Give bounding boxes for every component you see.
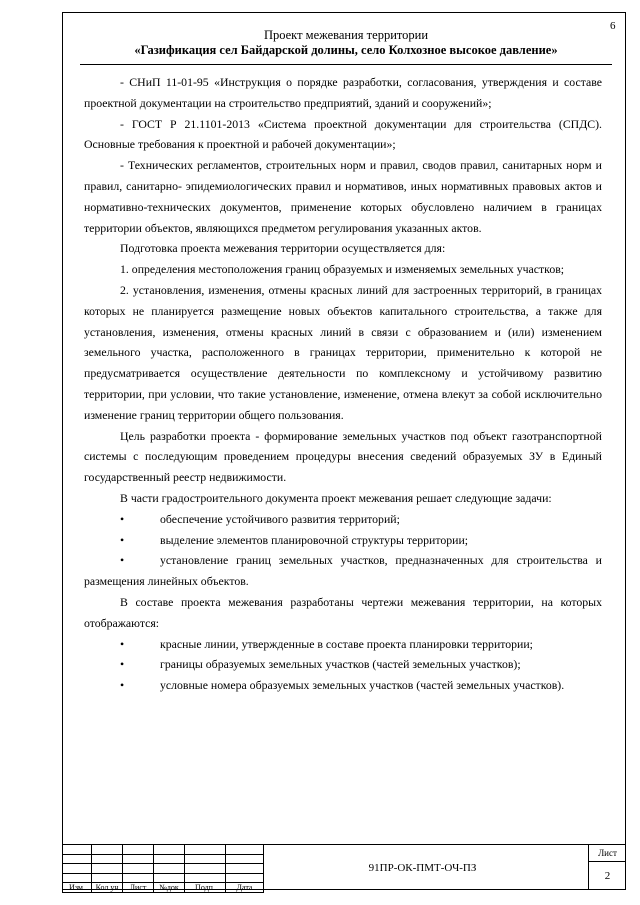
stamp-cell <box>123 873 154 883</box>
bullet-icon: • <box>120 636 125 651</box>
stamp-row <box>63 873 264 883</box>
paragraph: Цель разработки проекта - формирование земельных участков под объект газотранспортной системы с последующим проведением процедуры внесения сведений образуемых ЗУ в Единый государственный реестр недвижимости. <box>84 428 602 485</box>
stamp-cell <box>63 854 92 864</box>
stamp-cell <box>154 854 185 864</box>
stamp-cell <box>185 854 226 864</box>
stamp-column-label: Изм. <box>63 883 92 893</box>
paragraph: - Технических регламентов, строительных норм и правил, сводов правил, санитарных норм и правил, санитарно- эпидемиологических правил и нормативов, иных нормативных правовых актов и нормативно-технических документов, применение которых обусловлено наличием в границах территории объектов, являющихся предметом регулирования указанных актов. <box>84 158 602 235</box>
bullet-text: границы образуемых земельных участков (частей земельных участков); <box>160 657 521 672</box>
bullet-item <box>84 654 602 675</box>
bullet-item <box>84 530 602 551</box>
stamp-cell <box>123 845 154 855</box>
bullet-item <box>84 509 602 530</box>
paragraph: 2. установления, изменения, отмены красных линий для застроенных территорий, в границах которых не планируется размещение новых объектов капитального строительства, а также для установления, изменения, отмены красных линий в связи с образованием и (или) изменением земельного участка, расположенного в границах территории, применительно к которой не предусматривается осуществление деятельности по комплексному и устойчивому развитию территории, при условии, что такие установление, изменение, отмена влекут за собой исключительно изменение границ территории общего пользования. <box>84 282 602 422</box>
stamp-cell <box>123 864 154 874</box>
paragraph: 1. определения местоположения границ образуемых и изменяемых земельных участков; <box>120 262 565 277</box>
bullet-text: красные линии, утвержденные в составе проекта планировки территории; <box>160 636 533 651</box>
stamp-cell <box>63 864 92 874</box>
bullet-item <box>84 675 602 696</box>
stamp-cell <box>92 864 123 874</box>
paragraph: В части градостроительного документа проект межевания решает следующие задачи: <box>120 490 552 505</box>
bullet-text: выделение элементов планировочной структуры территории; <box>160 532 469 547</box>
bullet-item <box>84 550 602 592</box>
header-line-2: «Газификация сел Байдарской долины, село Колхозное высокое давление» <box>134 43 558 57</box>
stamp-cell <box>154 873 185 883</box>
stamp-cell <box>154 845 185 855</box>
stamp-row <box>63 883 264 893</box>
document-header <box>80 28 612 58</box>
sheet-label: Лист <box>589 845 626 862</box>
sheet-cell <box>589 844 626 890</box>
stamp-grid <box>62 844 264 893</box>
bullet-icon: • <box>120 657 125 672</box>
page-number-top: 6 <box>610 20 616 32</box>
stamp-row <box>63 854 264 864</box>
bullet-text: обеспечение устойчивого развития территорий; <box>160 511 400 526</box>
bullet-icon: • <box>120 532 125 547</box>
bullet-text: установление границ земельных участков, предназначенных для строительства и размещения линейных объектов. <box>84 553 602 589</box>
stamp-cell <box>185 845 226 855</box>
stamp-row <box>63 864 264 874</box>
body-text <box>84 72 602 696</box>
paragraph: В составе проекта межевания разработаны чертежи межевания территории, на которых отображаются: <box>84 594 602 630</box>
header-line-1: Проект межевания территории <box>263 28 429 42</box>
stamp-cell <box>185 873 226 883</box>
bullet-icon: • <box>120 678 125 693</box>
paragraph: - ГОСТ Р 21.1101-2013 «Система проектной документации для строительства (СПДС). Основные требования к проектной и рабочей документации»; <box>84 116 602 152</box>
bullet-text: условные номера образуемых земельных участков (частей земельных участков). <box>160 678 565 693</box>
stamp-cell <box>92 854 123 864</box>
bullet-icon: • <box>120 511 125 526</box>
stamp-column-label: №док <box>154 883 185 893</box>
stamp-row <box>63 845 264 855</box>
bullet-item <box>84 634 602 655</box>
document-code: 91ПР-ОК-ПМТ-ОЧ-ПЗ <box>257 844 589 890</box>
stamp-column-label: Кол.уч <box>92 883 123 893</box>
stamp-cell <box>185 864 226 874</box>
paragraph: Подготовка проекта межевания территории осуществляется для: <box>120 241 446 256</box>
stamp-column-label: Дата <box>226 883 264 893</box>
paragraph: - СНиП 11-01-95 «Инструкция о порядке разработки, согласования, утверждения и составе проектной документации на строительство предприятий, зданий и сооружений»; <box>84 75 602 110</box>
bullet-icon: • <box>120 553 125 568</box>
stamp-column-label: Подп. <box>185 883 226 893</box>
stamp-cell <box>63 845 92 855</box>
header-divider <box>80 64 612 65</box>
stamp-cell <box>154 864 185 874</box>
stamp-cell <box>123 854 154 864</box>
sheet-number: 2 <box>604 870 611 882</box>
stamp-cell <box>63 873 92 883</box>
stamp-cell <box>92 845 123 855</box>
title-block-stamp <box>62 844 626 893</box>
stamp-column-label: Лист <box>123 883 154 893</box>
stamp-cell <box>92 873 123 883</box>
